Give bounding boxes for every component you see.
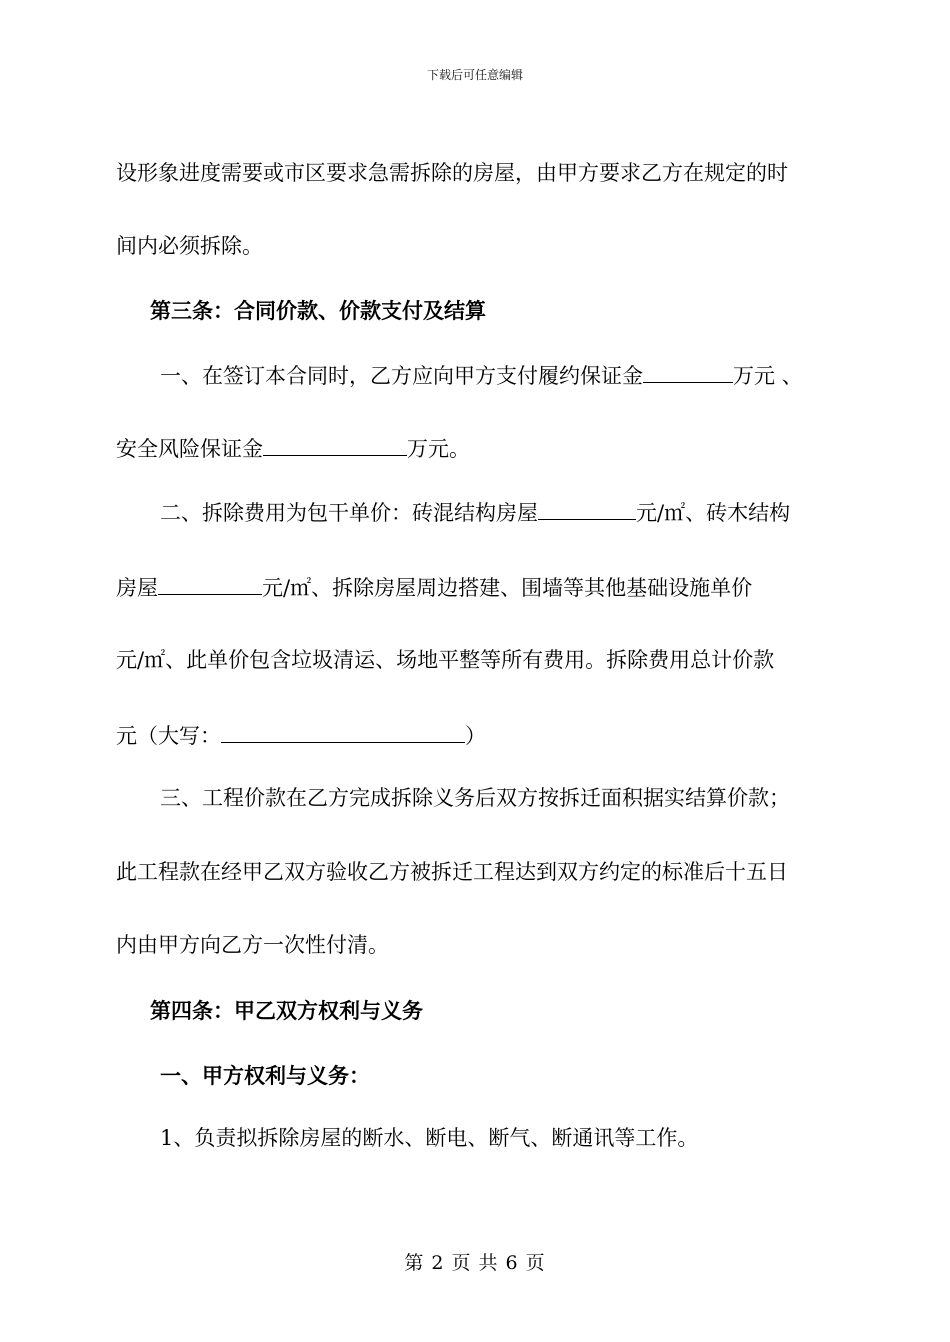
text: 此工程款在经甲乙双方验收乙方被拆迁工程达到双方约定的标准后十五日 — [116, 860, 788, 884]
party-a-title: 一、甲方权利与义务： — [160, 1063, 370, 1088]
fill-blank — [221, 724, 465, 743]
fill-blank — [158, 576, 262, 595]
paragraph-line — [160, 364, 803, 387]
text: 间内必须拆除。 — [116, 234, 263, 258]
text: 万元。 — [407, 437, 470, 461]
paragraph-line — [116, 437, 470, 460]
fill-blank — [263, 437, 407, 456]
text: 一、在签订本合同时，乙方应向甲方支付履约保证金 — [160, 364, 643, 388]
text: 设形象进度需要或市区要求急需拆除的房屋，由甲方要求乙方在规定的时 — [116, 161, 788, 185]
paragraph-line — [116, 576, 752, 599]
paragraph-line — [116, 163, 788, 184]
paragraph-line — [116, 724, 486, 747]
paragraph-line — [116, 862, 788, 883]
text: 三、工程价款在乙方完成拆除义务后双方按拆迁面积据实结算价款； — [160, 786, 790, 810]
paragraph-line — [160, 788, 790, 809]
text: 房屋 — [116, 576, 158, 600]
paragraph-line — [160, 501, 790, 524]
fill-blank — [538, 501, 636, 520]
paragraph-line — [160, 1128, 698, 1149]
article-3-title: 第三条：合同价款、价款支付及结算 — [150, 298, 486, 323]
text: 安全风险保证金 — [116, 437, 263, 461]
text: 内由甲方向乙方一次性付清。 — [116, 933, 389, 957]
paragraph-line — [116, 650, 774, 671]
paragraph-line — [116, 935, 389, 956]
page-number: 第 2 页 共 6 页 — [404, 1252, 546, 1274]
fill-blank — [643, 364, 733, 383]
text: 元/㎡、此单价包含垃圾清运、场地平整等所有费用。拆除费用总计价款 — [116, 648, 775, 672]
text: 元/㎡、砖木结构 — [636, 501, 791, 525]
text: 二、拆除费用为包干单价：砖混结构房屋 — [160, 501, 538, 525]
text: 元/㎡、拆除房屋周边搭建、围墙等其他基础设施单价 — [262, 576, 753, 600]
text: ） — [465, 724, 486, 748]
text: 1、负责拟拆除房屋的断水、断电、断气、断通讯等工作。 — [160, 1126, 699, 1150]
header-note: 下载后可任意编辑 — [426, 68, 523, 82]
text: 万元 、 — [733, 364, 803, 388]
text: 元（大写： — [116, 724, 221, 748]
paragraph-line — [116, 236, 263, 257]
article-4-title: 第四条：甲乙双方权利与义务 — [150, 998, 423, 1023]
